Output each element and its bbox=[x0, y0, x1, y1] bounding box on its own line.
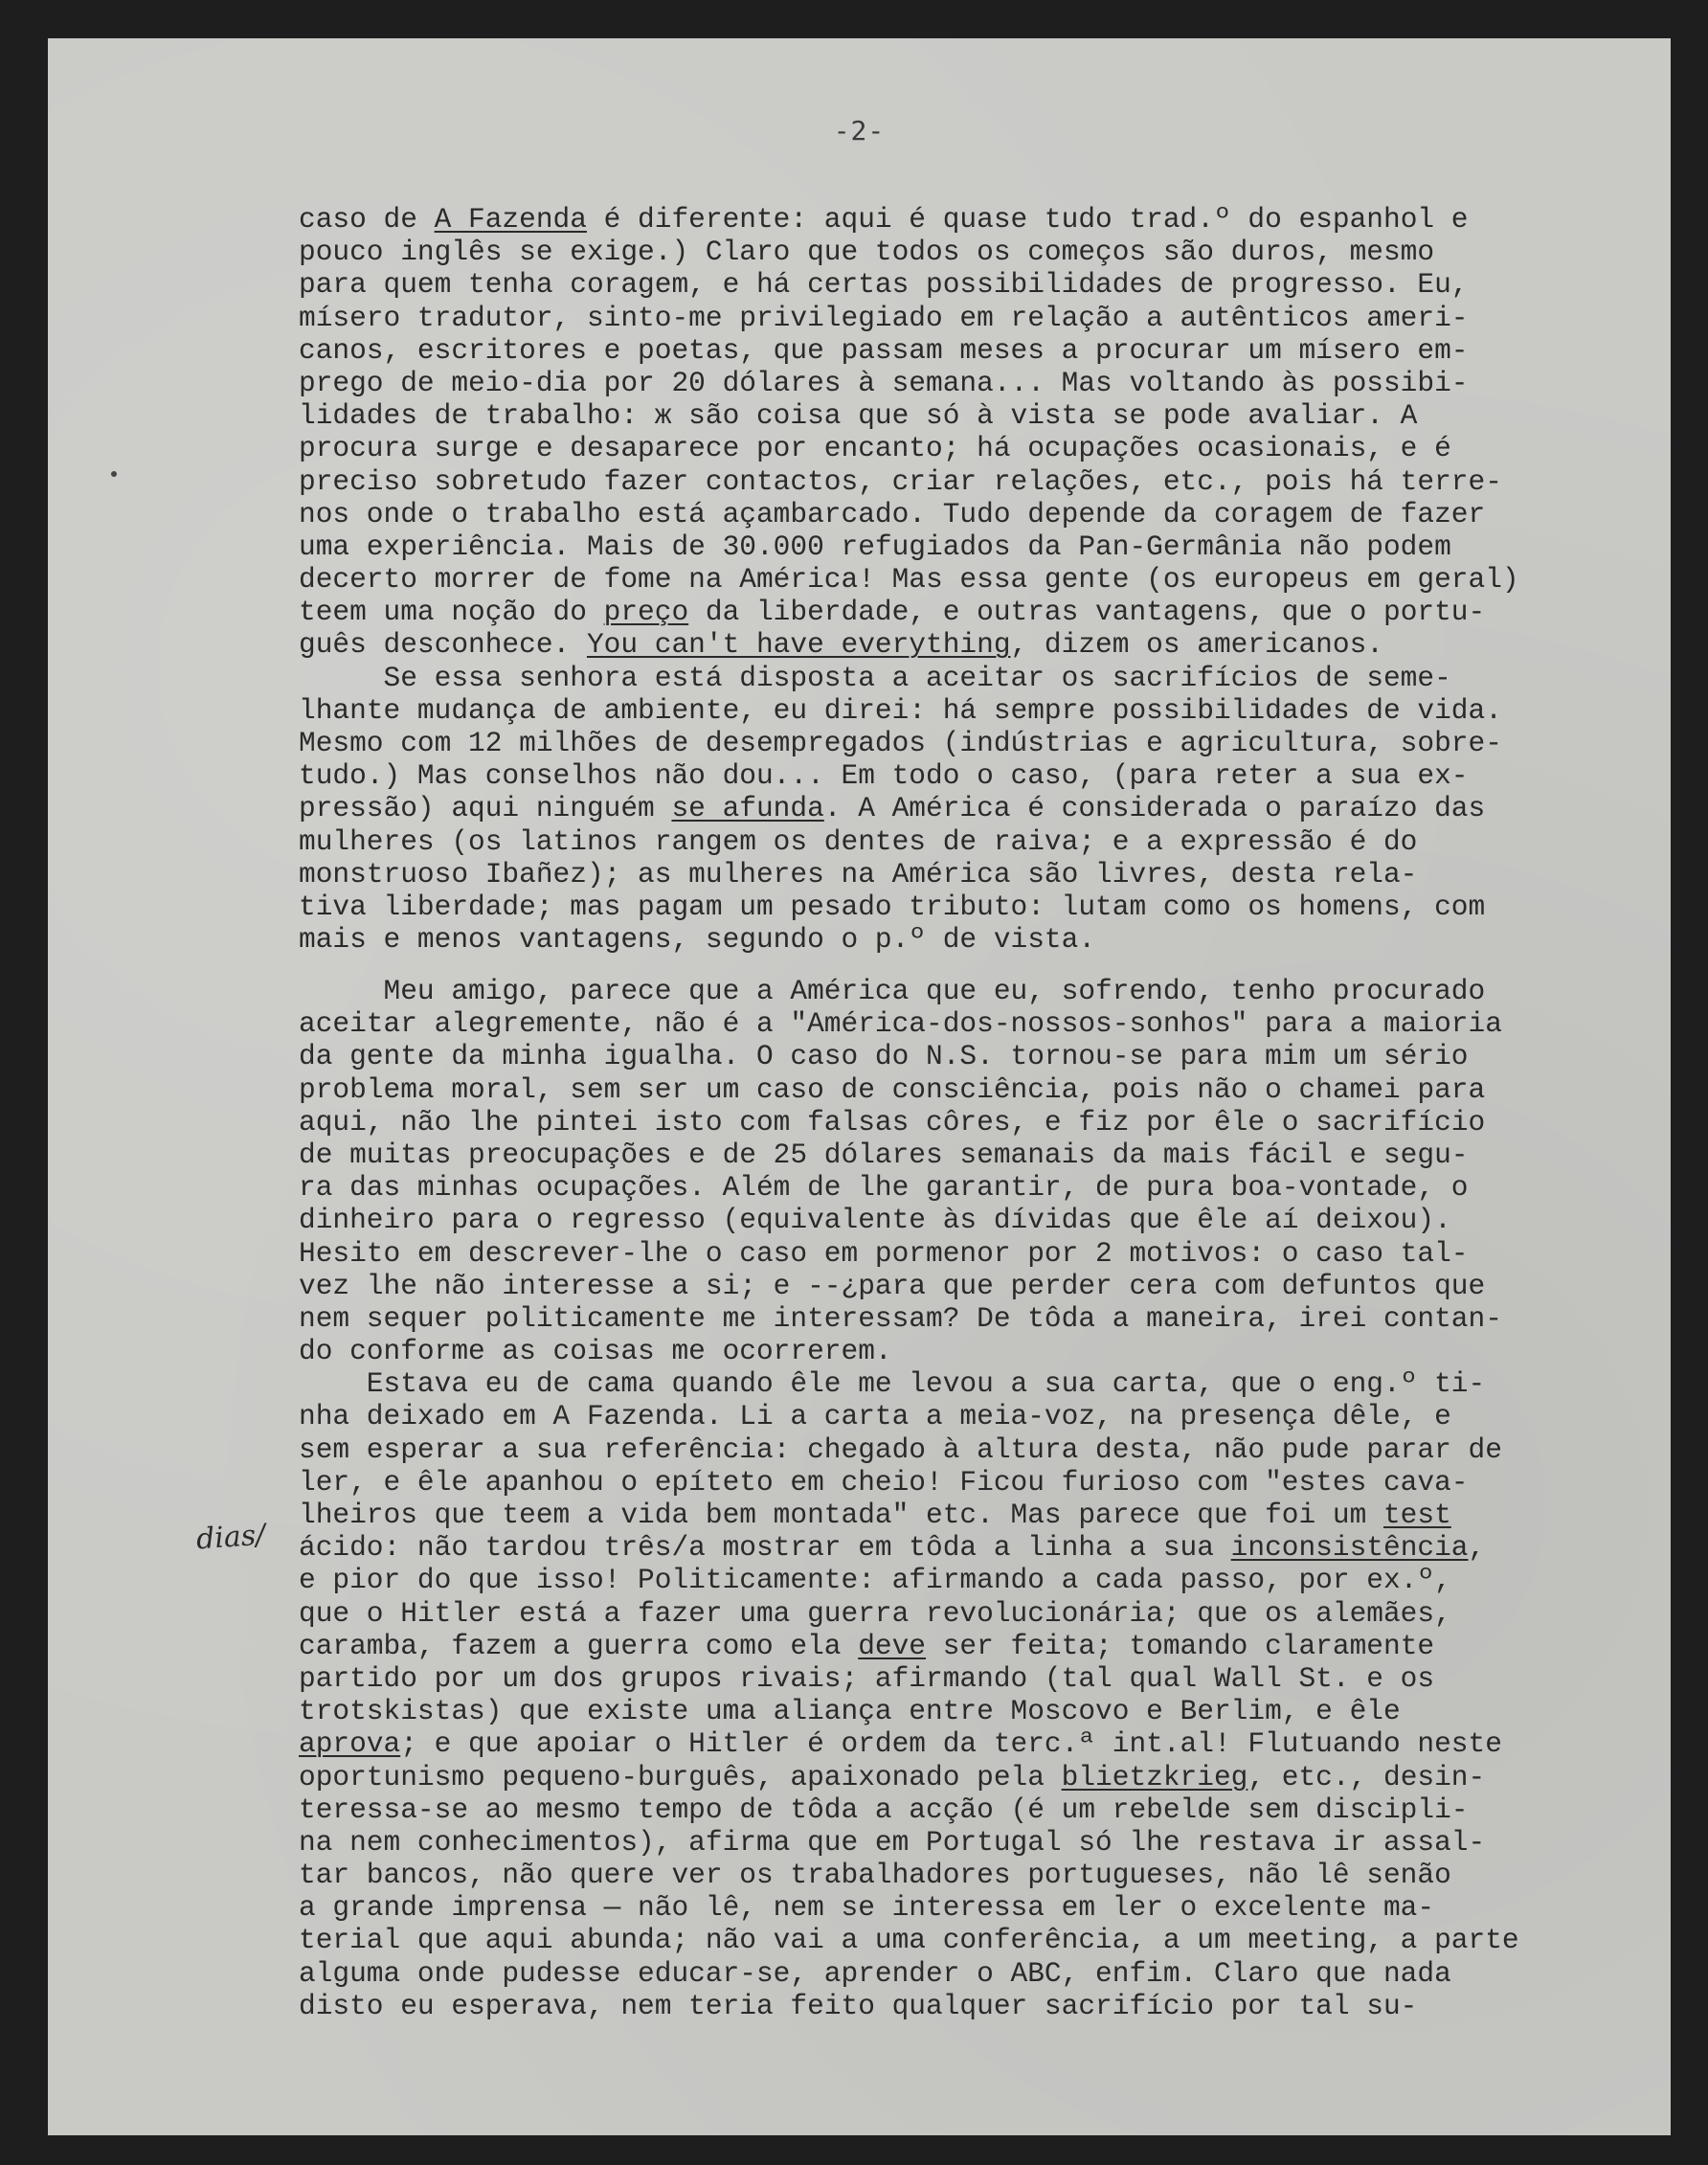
text-line bbox=[299, 1007, 1701, 1040]
text-segment: alguma onde pudesse educar-se, aprender o ABC, enfim. Claro que nada bbox=[299, 1956, 1451, 1990]
text-segment: ser feita; tomando claramente bbox=[926, 1629, 1435, 1662]
text-line bbox=[299, 1040, 1701, 1072]
text-line bbox=[299, 1662, 1701, 1695]
text-segment: Meu amigo, parece que a América que eu, sofrendo, tenho procurado bbox=[299, 975, 1486, 1007]
document-page bbox=[48, 38, 1671, 2135]
text-segment: decerto morrer de fome na América! Mas essa gente (os europeus em geral) bbox=[299, 563, 1519, 597]
text-line bbox=[299, 1990, 1701, 2022]
text-segment: guês desconhece. bbox=[299, 628, 587, 662]
text-line bbox=[299, 1106, 1701, 1139]
text-segment: nem sequer politicamente me interessam? De tôda a maneira, irei contan- bbox=[299, 1301, 1502, 1335]
text-segment: pouco inglês se exige.) Claro que todos os começos são duros, mesmo bbox=[299, 236, 1435, 269]
text-segment: oportunismo pequeno-burguês, apaixonado pela bbox=[299, 1760, 1062, 1793]
text-line bbox=[299, 1139, 1701, 1171]
text-segment: para quem tenha coragem, e há certas possibilidades de progresso. Eu, bbox=[299, 268, 1469, 302]
text-segment: procura surge e desaparece por encanto; há ocupações ocasionais, e é bbox=[299, 432, 1451, 465]
text-segment: monstruoso Ibañez); as mulheres na América são livres, desta rela- bbox=[299, 857, 1418, 891]
text-line bbox=[299, 1793, 1701, 1826]
text-segment: , dizem os americanos. bbox=[1010, 628, 1383, 662]
underlined-text: se afunda bbox=[671, 792, 824, 825]
underlined-text: deve bbox=[858, 1629, 927, 1662]
text-segment: lidades de trabalho: ж são coisa que só à vista se pode avaliar. A bbox=[299, 399, 1418, 433]
text-line bbox=[299, 367, 1701, 399]
text-segment: Mesmo com 12 milhões de desempregados (indústrias e agricultura, sobre- bbox=[299, 727, 1502, 759]
text-segment: , bbox=[1468, 1531, 1486, 1565]
text-line bbox=[299, 302, 1701, 334]
text-segment: , etc., desin- bbox=[1247, 1760, 1486, 1793]
text-line bbox=[299, 1302, 1701, 1335]
text-segment: mais e menos vantagens, segundo o p.º de vista. bbox=[299, 923, 1096, 957]
text-segment: vez lhe não interesse a si; e --¿para que perder cera com defuntos que bbox=[299, 1269, 1486, 1302]
text-segment: . A América é considerada o paraízo das bbox=[823, 792, 1486, 825]
text-segment: tiva liberdade; mas pagam um pesado tributo: lutam como os homens, com bbox=[299, 890, 1486, 923]
text-segment: aqui, não lhe pintei isto com falsas côres, e fiz por êle o sacrifício bbox=[299, 1105, 1486, 1139]
paragraph-1 bbox=[299, 203, 1701, 956]
text-line bbox=[299, 1761, 1701, 1793]
text-segment: tar bancos, não quere ver os trabalhadores portugueses, não lê senão bbox=[299, 1859, 1451, 1892]
text-segment: de muitas preocupações e de 25 dólares semanais da mais fácil e segu- bbox=[299, 1138, 1469, 1171]
text-line bbox=[299, 596, 1701, 628]
text-line bbox=[299, 1270, 1701, 1302]
text-segment: dinheiro para o regresso (equivalente às dívidas que êle aí deixou). bbox=[299, 1204, 1451, 1237]
text-segment: que o Hitler está a fazer uma guerra revolucionária; que os alemães, bbox=[299, 1596, 1451, 1630]
paragraph-2 bbox=[299, 975, 1701, 2022]
text-line bbox=[299, 1204, 1701, 1236]
text-line bbox=[299, 1957, 1701, 1990]
text-segment: teressa-se ao mesmo tempo de tôda a acção (é um rebelde sem discipli- bbox=[299, 1793, 1469, 1826]
text-line bbox=[299, 563, 1701, 596]
text-segment: do conforme as coisas me ocorrerem. bbox=[299, 1335, 892, 1368]
text-line bbox=[299, 1564, 1701, 1596]
underlined-text: blietzkrieg bbox=[1061, 1760, 1248, 1793]
text-segment: nos onde o trabalho está açambarcado. Tudo depende da coragem de fazer bbox=[299, 497, 1486, 530]
text-segment: ra das minhas ocupações. Além de lhe garantir, de pura boa-vontade, o bbox=[299, 1171, 1469, 1205]
text-line bbox=[299, 1466, 1701, 1499]
text-line bbox=[299, 1826, 1701, 1859]
text-line bbox=[299, 432, 1701, 464]
text-segment: uma experiência. Mais de 30.000 refugiados da Pan-Germânia não podem bbox=[299, 530, 1451, 563]
text-line bbox=[299, 1171, 1701, 1204]
underlined-text: inconsistência bbox=[1230, 1531, 1469, 1565]
text-segment: mulheres (os latinos rangem os dentes de raiva; e a expressão é do bbox=[299, 824, 1418, 858]
text-segment: teem uma noção do bbox=[299, 596, 604, 629]
text-line bbox=[299, 1073, 1701, 1106]
underlined-text: aprova bbox=[299, 1727, 401, 1761]
underlined-text: preço bbox=[603, 596, 689, 629]
text-line bbox=[299, 334, 1701, 367]
text-segment: caramba, fazem a guerra como ela bbox=[299, 1629, 859, 1662]
text-segment: preciso sobretudo fazer contactos, criar relações, etc., pois há terre- bbox=[299, 464, 1502, 498]
text-line bbox=[299, 694, 1701, 727]
underlined-text: test bbox=[1382, 1499, 1451, 1531]
text-segment: a grande imprensa — não lê, nem se interessa em ler o excelente ma- bbox=[299, 1891, 1435, 1925]
text-line bbox=[299, 923, 1701, 956]
text-line bbox=[299, 891, 1701, 923]
text-line bbox=[299, 1859, 1701, 1891]
text-line bbox=[299, 792, 1701, 824]
text-segment: na nem conhecimentos), afirma que em Portugal só lhe restava ir assal- bbox=[299, 1825, 1486, 1859]
underlined-text: A Fazenda bbox=[434, 203, 587, 236]
text-segment: Estava eu de cama quando êle me levou a sua carta, que o eng.º ti- bbox=[299, 1367, 1486, 1401]
text-segment: caso de bbox=[299, 203, 435, 236]
text-line bbox=[299, 1924, 1701, 1956]
text-segment: Se essa senhora está disposta a aceitar os sacrifícios de seme- bbox=[299, 661, 1451, 694]
text-segment: ; e que apoiar o Hitler é ordem da terc.ª int.al! Flutuando neste bbox=[400, 1727, 1502, 1761]
text-line bbox=[299, 203, 1701, 236]
text-line bbox=[299, 727, 1701, 759]
text-line bbox=[299, 268, 1701, 301]
text-segment: problema moral, sem ser um caso de consciência, pois não o chamei para bbox=[299, 1072, 1486, 1106]
text-line bbox=[299, 975, 1701, 1007]
text-segment: mísero tradutor, sinto-me privilegiado em relação a autênticos ameri- bbox=[299, 301, 1469, 334]
text-line bbox=[299, 628, 1701, 661]
text-line bbox=[299, 1400, 1701, 1432]
text-line bbox=[299, 1499, 1701, 1531]
text-segment: canos, escritores e poetas, que passam meses a procurar um mísero em- bbox=[299, 333, 1469, 367]
text-line bbox=[299, 399, 1701, 432]
text-line bbox=[299, 662, 1701, 694]
text-segment: tudo.) Mas conselhos não dou... Em todo o caso, (para reter a sua ex- bbox=[299, 759, 1469, 793]
text-segment: aceitar alegremente, não é a "América-dos-nossos-sonhos" para a maioria bbox=[299, 1007, 1502, 1041]
text-segment: nha deixado em A Fazenda. Li a carta a meia-voz, na presença dêle, e bbox=[299, 1400, 1451, 1433]
text-segment: disto eu esperava, nem teria feito qualquer sacrifício por tal su- bbox=[299, 1989, 1418, 2022]
text-line bbox=[299, 858, 1701, 891]
text-line bbox=[299, 498, 1701, 530]
underlined-text: You can't have everything bbox=[586, 628, 1011, 662]
text-segment: e pior do que isso! Politicamente: afirmando a cada passo, por ex.º, bbox=[299, 1564, 1451, 1597]
text-line bbox=[299, 1727, 1701, 1760]
handwritten-margin-note: dias/ bbox=[194, 1518, 267, 1557]
text-line bbox=[299, 1367, 1701, 1400]
text-segment: pressão) aqui ninguém bbox=[299, 792, 672, 825]
text-line bbox=[299, 530, 1701, 563]
text-line bbox=[299, 1597, 1701, 1630]
text-segment: sem esperar a sua referência: chegado à altura desta, não pude parar de bbox=[299, 1432, 1502, 1466]
text-line bbox=[299, 1630, 1701, 1662]
text-line bbox=[299, 1891, 1701, 1924]
text-segment: da gente da minha igualha. O caso do N.S. tornou-se para mim um sério bbox=[299, 1040, 1469, 1073]
text-line bbox=[299, 1695, 1701, 1727]
page-number: -2- bbox=[833, 115, 886, 147]
text-line bbox=[299, 759, 1701, 792]
text-segment: lheiros que teem a vida bem montada" etc. Mas parece que foi um bbox=[299, 1499, 1383, 1531]
text-segment: lhante mudança de ambiente, eu direi: há sempre possibilidades de vida. bbox=[299, 693, 1502, 727]
text-segment: ácido: não tardou três/a mostrar em tôda a linha a sua bbox=[299, 1531, 1231, 1565]
paper-mark bbox=[111, 471, 117, 477]
text-line bbox=[299, 1335, 1701, 1367]
text-line bbox=[299, 1531, 1701, 1564]
text-segment: é diferente: aqui é quase tudo trad.º do espanhol e bbox=[586, 203, 1469, 236]
text-line bbox=[299, 1433, 1701, 1466]
text-segment: trotskistas) que existe uma aliança entre Moscovo e Berlim, e êle bbox=[299, 1695, 1401, 1728]
text-segment: partido por um dos grupos rivais; afirmando (tal qual Wall St. e os bbox=[299, 1661, 1435, 1695]
text-line bbox=[299, 825, 1701, 858]
text-line bbox=[299, 465, 1701, 498]
text-segment: Hesito em descrever-lhe o caso em pormenor por 2 motivos: o caso tal- bbox=[299, 1236, 1469, 1270]
text-segment: prego de meio-dia por 20 dólares à semana... Mas voltando às possibi- bbox=[299, 366, 1469, 399]
text-line bbox=[299, 236, 1701, 268]
text-line bbox=[299, 1237, 1701, 1270]
text-segment: terial que aqui abunda; não vai a uma conferência, a um meeting, a parte bbox=[299, 1924, 1519, 1957]
text-segment: ler, e êle apanhou o epíteto em cheio! Ficou furioso com "estes cava- bbox=[299, 1465, 1469, 1499]
text-segment: da liberdade, e outras vantagens, que o portu- bbox=[688, 596, 1486, 629]
